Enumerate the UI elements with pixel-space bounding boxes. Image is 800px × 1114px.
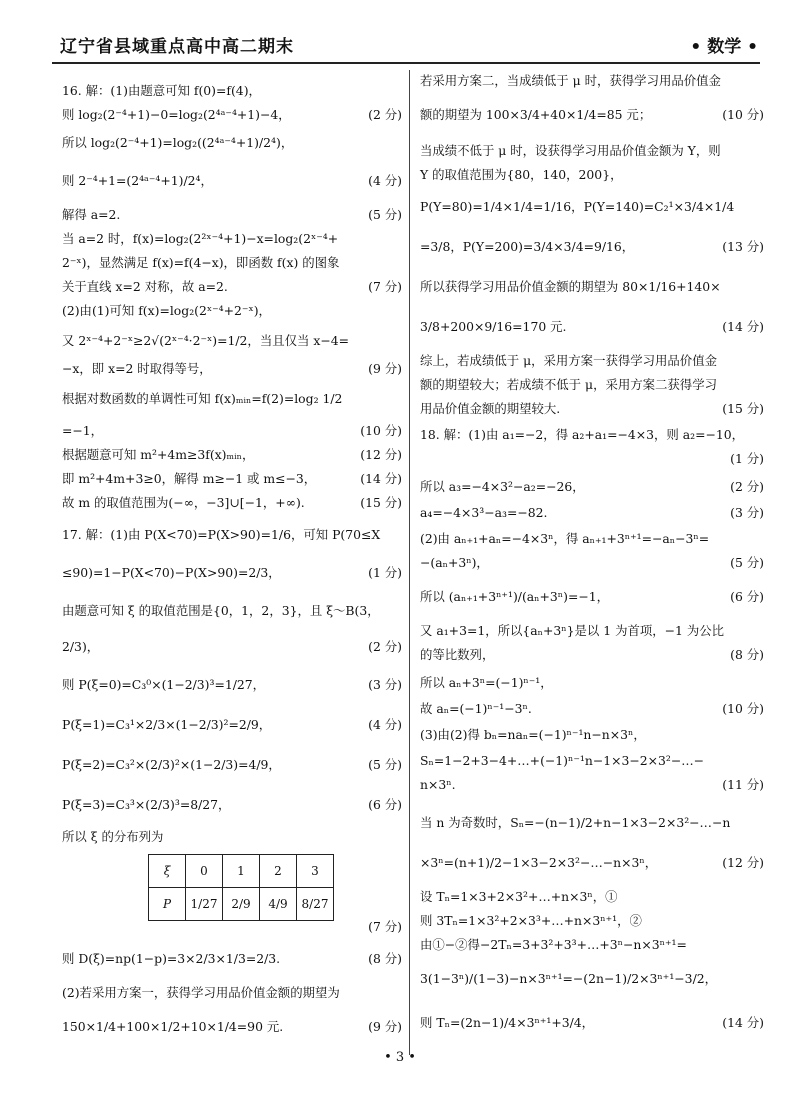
score-label: (15 分) xyxy=(360,495,402,510)
solution-line xyxy=(62,602,402,620)
line-text: 额的期望为 100×3/4+40×1/4=85 元； xyxy=(420,107,652,122)
line-text: 2⁻ˣ)，显然满足 f(x)=f(4−x)，即函数 f(x) 的图象 xyxy=(62,255,340,270)
line-text: 又 a₁+3=1，所以{aₙ+3ⁿ}是以 1 为首项，−1 为公比 xyxy=(420,623,725,638)
solution-line xyxy=(62,206,402,224)
score-label: (15 分) xyxy=(722,401,764,416)
score-label: (12 分) xyxy=(360,447,402,462)
line-text: P(ξ=1)=C₃¹×2/3×(1−2/3)²=2/9， xyxy=(62,717,272,732)
line-text: =−1， xyxy=(62,423,104,438)
solution-line xyxy=(420,426,764,444)
solution-line xyxy=(420,814,764,832)
score-label: (11 分) xyxy=(722,777,764,792)
line-text: 则 Tₙ=(2n−1)/4×3ⁿ⁺¹+3/4， xyxy=(420,1015,595,1030)
table-cell: 2 xyxy=(260,855,297,888)
line-text: ×3ⁿ=(n+1)/2−1×3−2×3²−…−n×3ⁿ， xyxy=(420,855,658,870)
score-label: (6 分) xyxy=(730,589,764,604)
table-header-cell: ξ xyxy=(149,855,186,888)
score-label: (1 分) xyxy=(368,565,402,580)
line-text: (2)由 aₙ₊₁+aₙ=−4×3ⁿ，得 aₙ₊₁+3ⁿ⁺¹=−aₙ−3ⁿ= xyxy=(420,531,710,546)
score-label: (13 分) xyxy=(722,239,764,254)
score-label: (9 分) xyxy=(368,361,402,376)
line-text: 则 D(ξ)=np(1−p)=3×2/3×1/3=2/3. xyxy=(62,951,281,966)
solution-line xyxy=(62,494,402,512)
score-label: (7 分) xyxy=(368,279,402,294)
solution-line xyxy=(62,332,402,350)
solution-line xyxy=(62,360,402,378)
solution-line xyxy=(62,984,402,1002)
solution-line xyxy=(420,72,764,90)
solution-line xyxy=(62,526,402,544)
solution-line xyxy=(420,504,764,522)
line-text: 若采用方案二，当成绩低于 μ 时，获得学习用品价值金 xyxy=(420,73,721,88)
line-text: Sₙ=1−2+3−4+…+(−1)ⁿ⁻¹n−1×3−2×3²−…− xyxy=(420,753,705,768)
solution-line xyxy=(62,230,402,248)
solution-line xyxy=(420,1014,764,1032)
line-text: 16. 解：(1)由题意可知 f(0)=f(4)， xyxy=(62,83,261,98)
solution-line xyxy=(420,376,764,394)
line-text: 又 2ˣ⁻⁴+2⁻ˣ≥2√(2ˣ⁻⁴·2⁻ˣ)=1/2，当且仅当 x−4= xyxy=(62,333,349,348)
solution-line xyxy=(62,254,402,272)
line-text: 所以 log₂(2⁻⁴+1)=log₂((2⁴ᵃ⁻⁴+1)/2⁴)， xyxy=(62,135,294,150)
line-text: 额的期望较大；若成绩不低于 μ，采用方案二获得学习 xyxy=(420,377,717,392)
score-label: (7 分) xyxy=(368,919,402,934)
solution-line xyxy=(62,1018,402,1036)
solution-line xyxy=(420,400,764,418)
score-label: (5 分) xyxy=(730,555,764,570)
line-text: 所以 a₃=−4×3²−a₂=−26， xyxy=(420,479,585,494)
solution-line xyxy=(420,776,764,794)
table-row xyxy=(149,888,334,921)
line-text: 即 m²+4m+3≥0，解得 m≥−1 或 m≤−3， xyxy=(62,471,317,486)
line-text: 所以 aₙ+3ⁿ=(−1)ⁿ⁻¹， xyxy=(420,675,553,690)
solution-line xyxy=(420,530,764,548)
line-text: 所以 ξ 的分布列为 xyxy=(62,829,164,844)
solution-line xyxy=(62,278,402,296)
line-text: 3(1−3ⁿ)/(1−3)−n×3ⁿ⁺¹=−(2n−1)/2×3ⁿ⁺¹−3/2， xyxy=(420,971,718,986)
line-text: 用品价值金额的期望较大. xyxy=(420,401,561,416)
line-text: −(aₙ+3ⁿ)， xyxy=(420,555,489,570)
solution-line xyxy=(420,318,764,336)
line-text: 则 P(ξ=0)=C₃⁰×(1−2/3)³=1/27， xyxy=(62,677,266,692)
exam-title: 辽宁省县域重点高中高二期末 xyxy=(60,37,294,57)
score-label: (2 分) xyxy=(730,479,764,494)
score-label: (12 分) xyxy=(722,855,764,870)
solution-line xyxy=(62,172,402,190)
table-cell: 3 xyxy=(297,855,334,888)
solution-line xyxy=(420,278,764,296)
score-label: (9 分) xyxy=(368,1019,402,1034)
line-text: (2)若采用方案一，获得学习用品价值金额的期望为 xyxy=(62,985,340,1000)
solution-line xyxy=(62,828,402,846)
score-label: (8 分) xyxy=(368,951,402,966)
score-label: (4 分) xyxy=(368,717,402,732)
solution-line xyxy=(62,302,402,320)
table-cell: 4/9 xyxy=(260,888,297,921)
score-label: (10 分) xyxy=(722,701,764,716)
solution-line xyxy=(420,646,764,664)
line-text: 关于直线 x=2 对称，故 a=2. xyxy=(62,279,228,294)
score-label: (3 分) xyxy=(730,505,764,520)
line-text: 所以 (aₙ₊₁+3ⁿ⁺¹)/(aₙ+3ⁿ)=−1， xyxy=(420,589,610,604)
score-label: (2 分) xyxy=(368,639,402,654)
solution-line xyxy=(62,446,402,464)
solution-line xyxy=(420,352,764,370)
table-cell: 0 xyxy=(186,855,223,888)
line-text: P(ξ=3)=C₃³×(2/3)³=8/27， xyxy=(62,797,231,812)
line-text: P(ξ=2)=C₃²×(2/3)²×(1−2/3)=4/9， xyxy=(62,757,281,772)
solution-line xyxy=(420,106,764,124)
line-text: n×3ⁿ. xyxy=(420,777,456,792)
table-cell: 1 xyxy=(223,855,260,888)
score-label: (1 分) xyxy=(730,451,764,466)
line-text: 设 Tₙ=1×3+2×3²+…+n×3ⁿ，① xyxy=(420,889,618,904)
score-label: (2 分) xyxy=(368,107,402,122)
score-label: (4 分) xyxy=(368,173,402,188)
score-label: (14 分) xyxy=(722,319,764,334)
line-text: 故 m 的取值范围为(−∞，−3]∪[−1，+∞). xyxy=(62,495,305,510)
solution-line xyxy=(420,854,764,872)
line-text: 根据题意可知 m²+4m≥3f(x)ₘᵢₙ， xyxy=(62,447,255,462)
column-divider xyxy=(409,70,410,1055)
line-text: 当 a=2 时，f(x)=log₂(2²ˣ⁻⁴+1)−x=log₂(2ˣ⁻⁴+ xyxy=(62,231,339,246)
score-label: (14 分) xyxy=(722,1015,764,1030)
solution-line xyxy=(62,82,402,100)
subject-label: • 数学 • xyxy=(690,37,758,57)
solution-line xyxy=(420,198,764,216)
score-label: (3 分) xyxy=(368,677,402,692)
solution-line xyxy=(420,936,764,954)
line-text: 当 n 为奇数时，Sₙ=−(n−1)/2+n−1×3−2×3²−…−n xyxy=(420,815,731,830)
score-label: (8 分) xyxy=(730,647,764,662)
line-text: 由题意可知 ξ 的取值范围是{0，1，2，3}，且 ξ～B(3， xyxy=(62,603,380,618)
page-header xyxy=(52,26,760,64)
score-label: (10 分) xyxy=(360,423,402,438)
solution-line xyxy=(62,106,402,124)
distribution-table xyxy=(148,854,334,921)
page-number: • 3 • xyxy=(384,1050,416,1065)
solution-line xyxy=(420,970,764,988)
solution-line xyxy=(62,796,402,814)
solution-line xyxy=(420,674,764,692)
solution-line xyxy=(420,912,764,930)
line-text: 2/3)， xyxy=(62,639,100,654)
line-text: 150×1/4+100×1/2+10×1/4=90 元. xyxy=(62,1019,284,1034)
line-text: ≤90)=1−P(X<70)−P(X>90)=2/3， xyxy=(62,565,281,580)
line-text: 所以获得学习用品价值金额的期望为 80×1/16+140× xyxy=(420,279,721,294)
score-label: (5 分) xyxy=(368,757,402,772)
line-text: (2)由(1)可知 f(x)=log₂(2ˣ⁻⁴+2⁻ˣ)， xyxy=(62,303,271,318)
solution-line xyxy=(62,390,402,408)
line-text: 根据对数函数的单调性可知 f(x)ₘᵢₙ=f(2)=log₂ 1/2 xyxy=(62,391,343,406)
solution-line xyxy=(420,726,764,744)
score-label: (5 分) xyxy=(368,207,402,222)
solution-line xyxy=(62,756,402,774)
solution-line xyxy=(62,134,402,152)
line-text: 18. 解：(1)由 a₁=−2，得 a₂+a₁=−4×3，则 a₂=−10， xyxy=(420,427,745,442)
solution-line xyxy=(420,700,764,718)
table-cell: 1/27 xyxy=(186,888,223,921)
solution-line xyxy=(420,622,764,640)
line-text: 解得 a=2. xyxy=(62,207,121,222)
line-text: 17. 解：(1)由 P(X<70)=P(X>90)=1/6，可知 P(70≤X xyxy=(62,527,381,542)
score-label: (14 分) xyxy=(360,471,402,486)
line-text: (3)由(2)得 bₙ=naₙ=(−1)ⁿ⁻¹n−n×3ⁿ， xyxy=(420,727,646,742)
line-text: =3/8，P(Y=200)=3/4×3/4=9/16， xyxy=(420,239,635,254)
line-text: 当成绩不低于 μ 时，设获得学习用品价值金额为 Y，则 xyxy=(420,143,721,158)
solution-line xyxy=(420,554,764,572)
line-text: 故 aₙ=(−1)ⁿ⁻¹−3ⁿ. xyxy=(420,701,532,716)
line-text: 3/8+200×9/16=170 元. xyxy=(420,319,567,334)
table-header-cell: P xyxy=(149,888,186,921)
solution-line xyxy=(420,478,764,496)
solution-line xyxy=(62,676,402,694)
solution-line xyxy=(420,166,764,184)
table-cell: 8/27 xyxy=(297,888,334,921)
line-text: 则 3Tₙ=1×3²+2×3³+…+n×3ⁿ⁺¹，② xyxy=(420,913,642,928)
solution-line xyxy=(62,716,402,734)
line-text: 由①−②得−2Tₙ=3+3²+3³+…+3ⁿ−n×3ⁿ⁺¹= xyxy=(420,937,687,952)
solution-line xyxy=(420,752,764,770)
solution-line xyxy=(420,238,764,256)
table-cell: 2/9 xyxy=(223,888,260,921)
line-text: P(Y=80)=1/4×1/4=1/16，P(Y=140)=C₂¹×3/4×1/4 xyxy=(420,199,735,214)
solution-line xyxy=(420,142,764,160)
score-label: (6 分) xyxy=(368,797,402,812)
solution-line xyxy=(420,588,764,606)
solution-line xyxy=(62,422,402,440)
solution-line xyxy=(62,950,402,968)
line-text: 则 log₂(2⁻⁴+1)−0=log₂(2⁴ᵃ⁻⁴+1)−4， xyxy=(62,107,291,122)
solution-line xyxy=(62,470,402,488)
solution-line xyxy=(420,888,764,906)
table-row xyxy=(149,855,334,888)
line-text: 则 2⁻⁴+1=(2⁴ᵃ⁻⁴+1)/2⁴， xyxy=(62,173,213,188)
line-text: Y 的取值范围为{80，140，200}， xyxy=(420,167,623,182)
line-text: −x，即 x=2 时取得等号， xyxy=(62,361,212,376)
line-text: 综上，若成绩低于 μ，采用方案一获得学习用品价值金 xyxy=(420,353,717,368)
solution-line xyxy=(62,564,402,582)
score-label: (10 分) xyxy=(722,107,764,122)
line-text: a₄=−4×3³−a₃=−82. xyxy=(420,505,548,520)
solution-line xyxy=(62,638,402,656)
line-text: 的等比数列， xyxy=(420,647,495,662)
